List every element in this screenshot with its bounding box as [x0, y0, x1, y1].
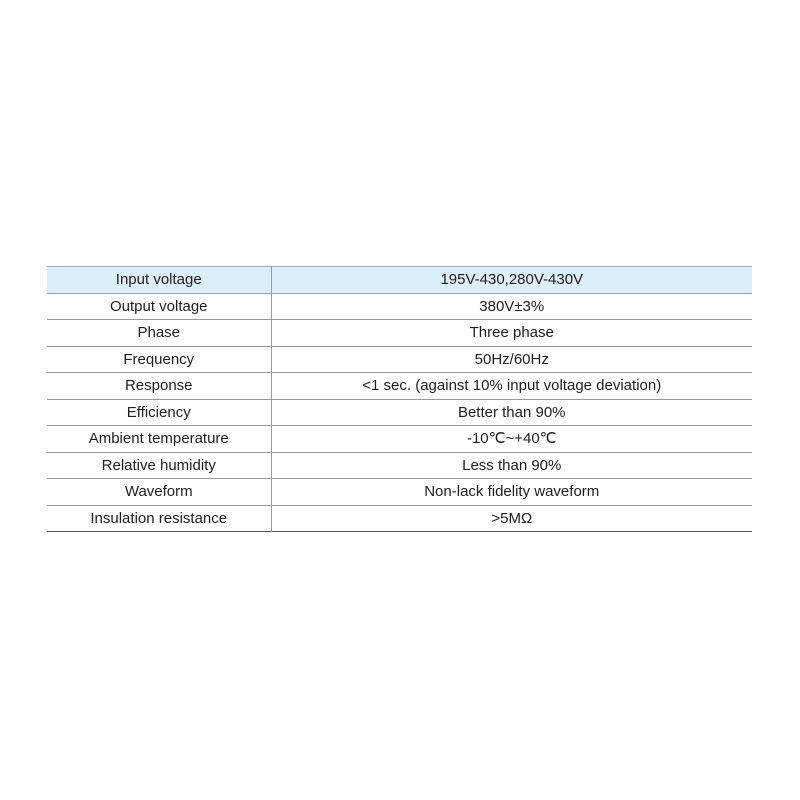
spec-label: Ambient temperature: [47, 426, 271, 453]
spec-label: Response: [47, 373, 271, 400]
spec-value: -10℃~+40℃: [466, 430, 557, 448]
spec-label: Input voltage: [47, 267, 271, 294]
spec-label: Relative humidity: [47, 452, 271, 479]
spec-value: Less than 90%: [462, 456, 562, 474]
spec-row-waveform: [47, 479, 752, 506]
spec-value: 380V±3%: [479, 297, 545, 315]
spec-row-response: [47, 373, 752, 400]
spec-label: Frequency: [47, 346, 271, 373]
spec-row-frequency: [47, 346, 752, 373]
spec-value: 195V-430,280V-430V: [440, 271, 584, 289]
spec-label: Insulation resistance: [47, 505, 271, 532]
spec-label: Waveform: [47, 479, 271, 506]
spec-row-relative-humidity: [47, 452, 752, 479]
spec-value: <1 sec. (against 10% input voltage deviation): [362, 377, 662, 395]
spec-row-phase: [47, 320, 752, 347]
spec-label: Phase: [47, 320, 271, 347]
specifications-table: [47, 266, 752, 532]
spec-row-ambient-temperature: [47, 426, 752, 453]
spec-row-output-voltage: [47, 293, 752, 320]
spec-row-efficiency: [47, 399, 752, 426]
spec-value: 50Hz/60Hz: [474, 350, 549, 368]
specifications-table-body: [47, 267, 752, 532]
spec-row-input-voltage: [47, 267, 752, 294]
spec-value: Better than 90%: [457, 403, 566, 421]
spec-label: Output voltage: [47, 293, 271, 320]
spec-label: Efficiency: [47, 399, 271, 426]
spec-value: Three phase: [469, 324, 554, 342]
spec-row-insulation-resistance: [47, 505, 752, 532]
spec-value: >5MΩ: [491, 509, 533, 527]
spec-value: Non-lack fidelity waveform: [424, 483, 600, 501]
